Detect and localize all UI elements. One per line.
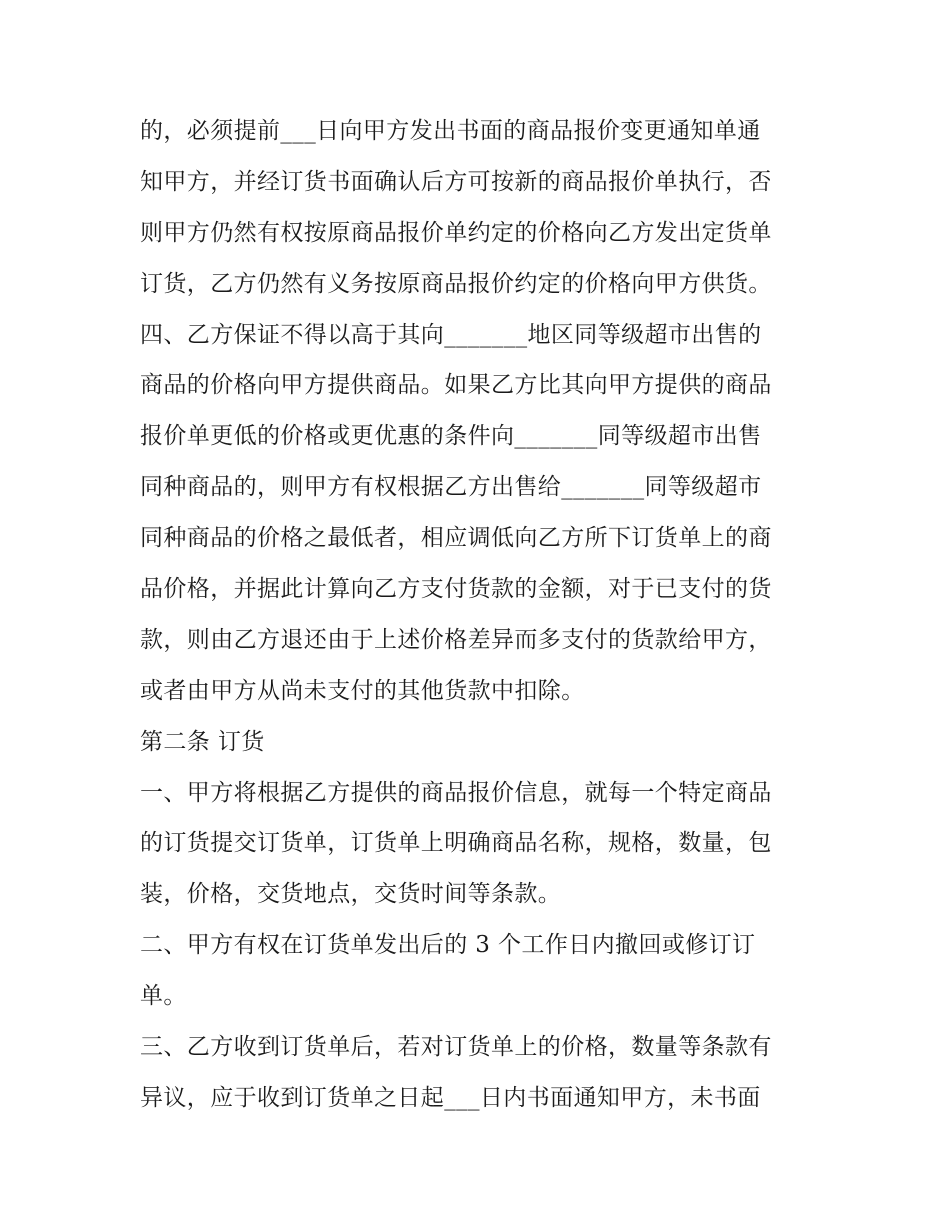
text-line: 的订货提交订货单，订货单上明确商品名称，规格，数量，包 bbox=[140, 830, 772, 857]
text-line: 三、乙方收到订货单后，若对订货单上的价格，数量等条款有 bbox=[140, 1034, 772, 1061]
text-line: 二、甲方有权在订货单发出后的 3 个工作日内撤回或修订订 bbox=[140, 932, 756, 959]
text-line: 异议，应于收到订货单之日起___日内书面通知甲方，未书面 bbox=[140, 1084, 761, 1111]
text-line: 一、甲方将根据乙方提供的商品报价信息，就每一个特定商品 bbox=[140, 779, 772, 806]
text-line: 商品的价格向甲方提供商品。如果乙方比其向甲方提供的商品 bbox=[140, 372, 772, 399]
text-line: 装，价格，交货地点，交货时间等条款。 bbox=[140, 881, 562, 908]
section-heading: 第二条 订货 bbox=[140, 728, 265, 755]
text-line: 款，则由乙方退还由于上述价格差异而多支付的货款给甲方， bbox=[140, 626, 772, 653]
text-line: 品价格，并据此计算向乙方支付货款的金额，对于已支付的货 bbox=[140, 576, 772, 603]
text-line: 四、乙方保证不得以高于其向_______地区同等级超市出售的 bbox=[140, 321, 762, 348]
text-line: 同种商品的价格之最低者，相应调低向乙方所下订货单上的商 bbox=[140, 525, 772, 552]
text-line: 单。 bbox=[140, 983, 187, 1010]
text-line: 则甲方仍然有权按原商品报价单约定的价格向乙方发出定货单 bbox=[140, 219, 772, 246]
text-line: 报价单更低的价格或更优惠的条件向_______同等级超市出售 bbox=[140, 423, 762, 450]
text-line: 或者由甲方从尚未支付的其他货款中扣除。 bbox=[140, 677, 585, 704]
document-body bbox=[140, 106, 820, 1124]
text-line: 同种商品的，则甲方有权根据乙方出售给_______同等级超市 bbox=[140, 474, 762, 501]
text-line: 知甲方，并经订货书面确认后方可按新的商品报价单执行，否 bbox=[140, 168, 772, 195]
text-line: 的，必须提前___日向甲方发出书面的商品报价变更通知单通 bbox=[140, 118, 761, 144]
text-line: 订货，乙方仍然有义务按原商品报价约定的价格向甲方供货。 bbox=[140, 270, 772, 297]
